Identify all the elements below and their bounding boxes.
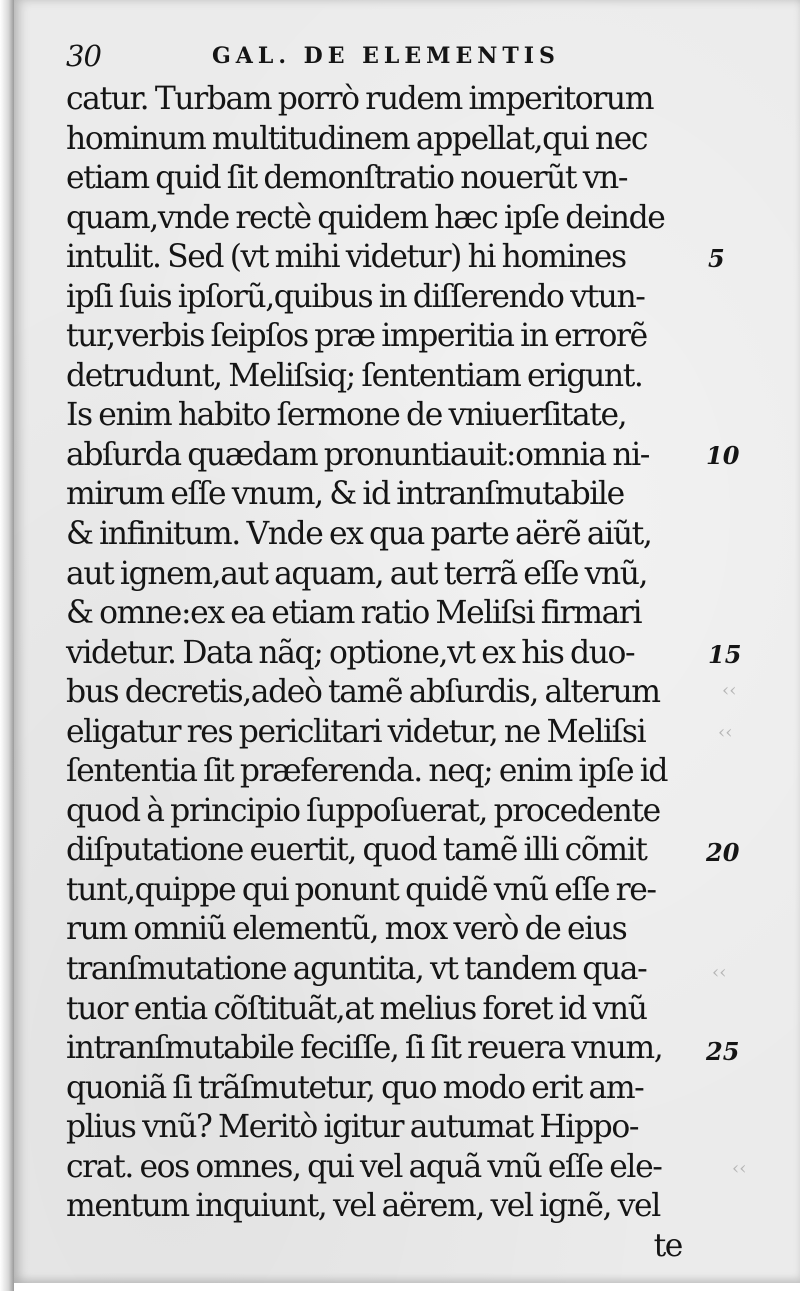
page-number: 30 bbox=[66, 39, 101, 73]
show-through-mark: ‹‹ bbox=[722, 680, 737, 701]
text-line: quod à principio ſuppoſuerat, procedente bbox=[66, 792, 660, 829]
margin-line-number: 10 bbox=[706, 441, 740, 470]
margin-line-number: 20 bbox=[706, 838, 740, 867]
text-line: rum omniũ elementũ, mox verò de eius bbox=[66, 911, 627, 948]
binding-gutter bbox=[0, 0, 14, 1291]
text-line: intranſmutabile feciſſe, ſi ſit reuera vnum, bbox=[66, 1030, 663, 1067]
text-line: abſurda quædam pronuntiauit:omnia ni- bbox=[66, 436, 649, 473]
text-line: Is enim habito ſermone de vniuerſitate, bbox=[66, 397, 627, 434]
text-line: bus decretis,adeò tamẽ abſurdis, alterum bbox=[66, 674, 660, 711]
text-line: aut ignem,aut aquam, aut terrã eſſe vnũ, bbox=[66, 555, 648, 592]
text-line: mentum inquiunt, vel aërem, vel ignẽ, vel bbox=[66, 1188, 660, 1225]
text-line: catur. Turbam porrò rudem imperitorum bbox=[66, 81, 654, 117]
page-header bbox=[66, 36, 706, 76]
text-line: ſententia ſit præferenda. neq; enim ipſe id bbox=[66, 753, 668, 790]
text-line: detrudunt, Meliſsiq; ſententiam erigunt. bbox=[66, 357, 643, 394]
text-line: quam,vnde rectè quidem hæc ipſe deinde bbox=[66, 199, 665, 236]
margin-line-number: 15 bbox=[708, 640, 742, 669]
margin-line-number: 25 bbox=[706, 1037, 740, 1066]
text-line: etiam quid ſit demonſtratio nouerũt vn- bbox=[66, 160, 628, 197]
text-line: intulit. Sed (vt mihi videtur) hi homines bbox=[66, 239, 626, 276]
show-through-mark: ‹‹ bbox=[712, 962, 727, 983]
text-line: hominum multitudinem appellat,qui nec bbox=[66, 120, 648, 157]
text-line: crat. eos omnes, qui vel aquã vnũ eſſe ele- bbox=[66, 1148, 662, 1185]
text-line: ipſi ſuis ipſorũ,quibus in diſſerendo vtun- bbox=[66, 278, 645, 315]
body-text bbox=[66, 80, 696, 1266]
text-line: mirum eſſe vnum, & id intranſmutabile bbox=[66, 476, 624, 513]
show-through-mark: ‹‹ bbox=[718, 722, 733, 743]
text-line: & omne:ex ea etiam ratio Meliſsi firmari bbox=[66, 595, 642, 632]
show-through-mark: ‹‹ bbox=[732, 1158, 747, 1179]
catchword: te bbox=[653, 1227, 682, 1264]
running-title: GAL. DE ELEMENTIS bbox=[212, 43, 560, 69]
text-line: diſputatione euertit, quod tamẽ illi cõmit bbox=[66, 832, 647, 869]
text-line: quoniã ſi trãſmutetur, quo modo erit am- bbox=[66, 1069, 644, 1106]
text-line: videtur. Data nãq; optione,vt ex his duo- bbox=[66, 634, 635, 671]
text-line: tranſmutatione aguntita, vt tandem qua- bbox=[66, 951, 647, 988]
margin-line-number: 5 bbox=[708, 244, 725, 273]
text-line: & infinitum. Vnde ex qua parte aërẽ aiũt, bbox=[66, 516, 652, 553]
text-line: tur,verbis ſeipſos præ imperitia in errorẽ bbox=[66, 318, 647, 355]
text-line: tuor entia cõſtituãt,at melius foret id vnũ bbox=[66, 990, 647, 1027]
text-line: tunt,quippe qui ponunt quidẽ vnũ eſſe re- bbox=[66, 871, 656, 908]
text-line: plius vnũ? Meritò igitur autumat Hippo- bbox=[66, 1109, 639, 1146]
text-line: eligatur res periclitari videtur, ne Meliſsi bbox=[66, 713, 646, 750]
